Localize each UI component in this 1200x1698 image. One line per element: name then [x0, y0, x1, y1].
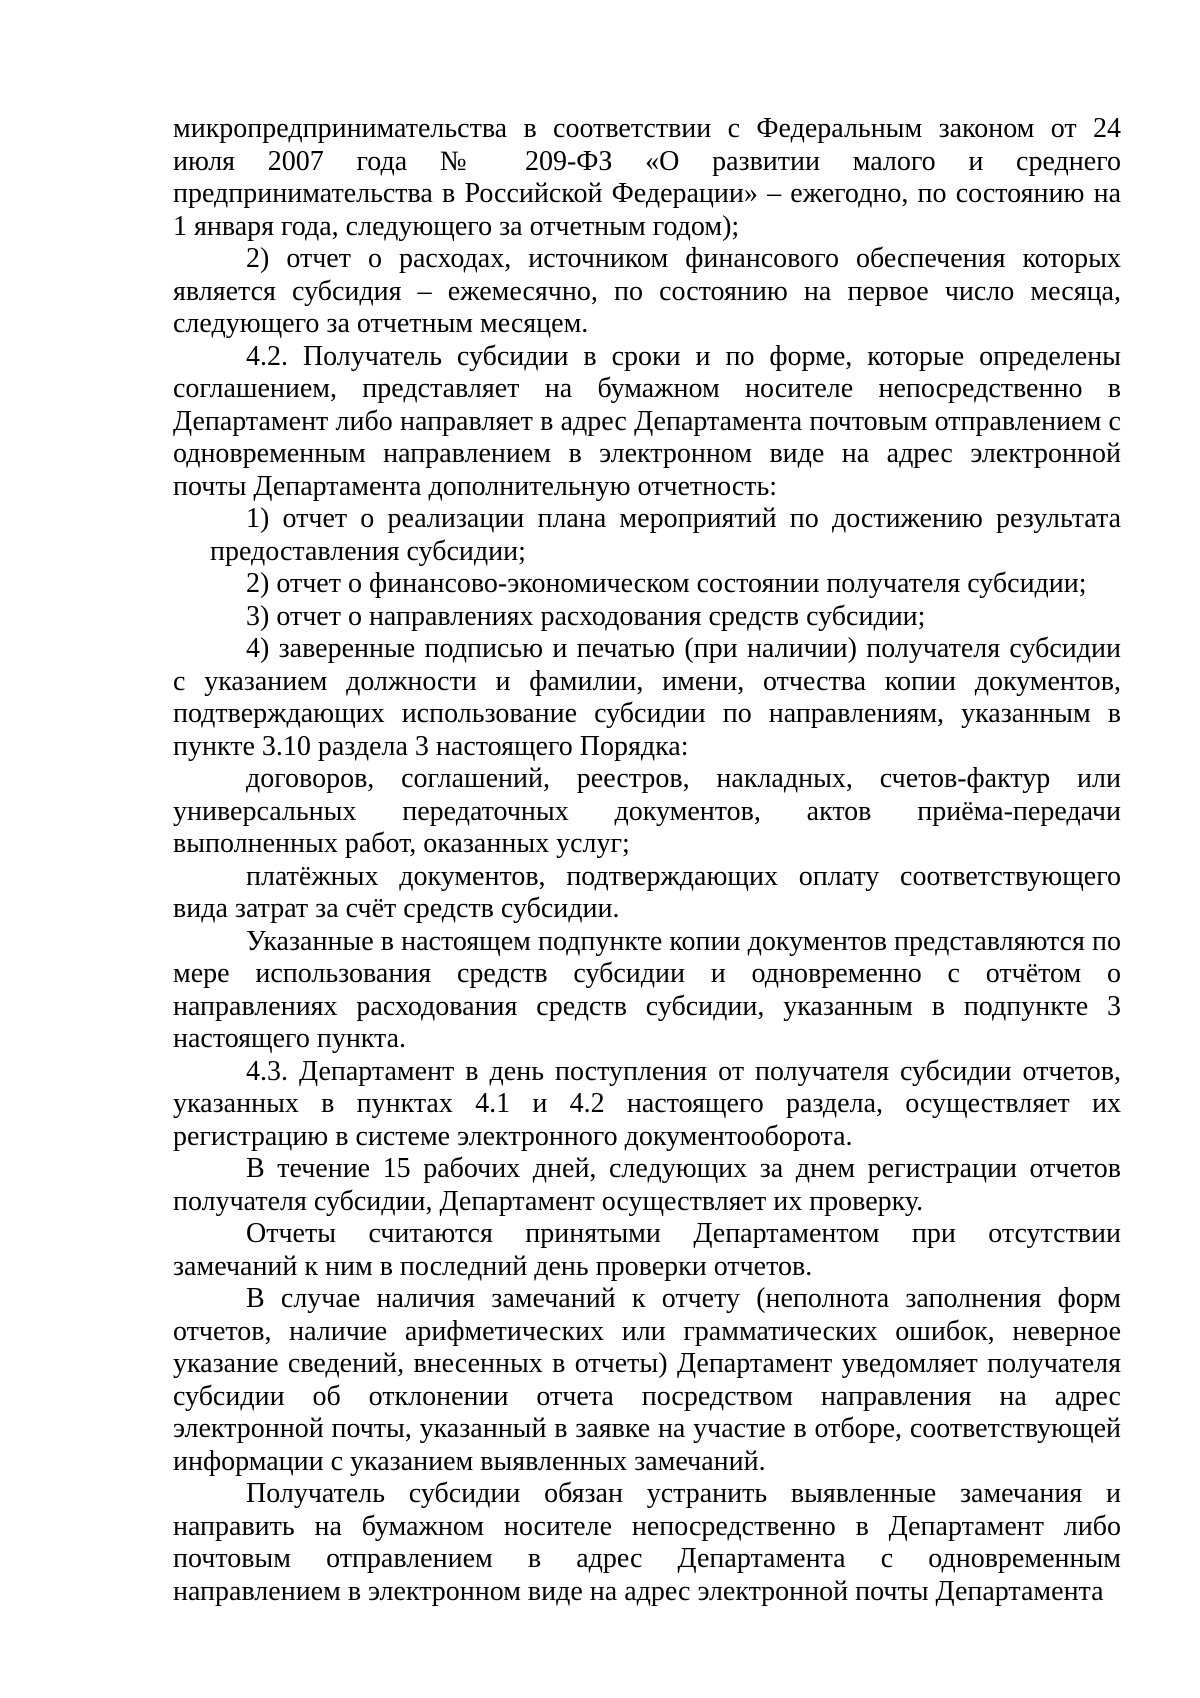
paragraph-4-2: 4.2. Получатель субсидии в сроки и по форме, которые определены соглашением, представляет на бумажном носителе непосредственно в Департамент либо направляет в адрес Департамента почтовым отправлением с одновременным направлением в электронном виде на адрес электронной почты Департамента дополнительную отчетность:	[173, 340, 1121, 502]
paragraph-remarks: В случае наличия замечаний к отчету (неполнота заполнения форм отчетов, наличие арифметических или грамматических ошибок, неверное указание сведений, внесенных в отчеты) Департамент уведомляет получателя субсидии об отклонении отчета посредством направления на адрес электронной почты, указанный в заявке на участие в отборе, соответствующей информации с указанием выявленных замечаний.	[173, 1283, 1121, 1477]
paragraph-report-expenses: 2) отчет о расходах, источником финансового обеспечения которых является субсидия – ежемесячно, по состоянию на первое число месяца, следующего за отчетным месяцем.	[173, 243, 1121, 339]
list-item-1: 1) отчет о реализации плана мероприятий по достижению результата предоставления субсидии;	[210, 503, 1121, 567]
list-item-3: 3) отчет о направлениях расходования средств субсидии;	[246, 600, 926, 632]
sub-item-contracts: договоров, соглашений, реестров, накладных, счетов-фактур или универсальных передаточных документов, актов приёма-передачи выполненных работ, оказанных услуг;	[173, 763, 1121, 859]
paragraph-reports-accepted: Отчеты считаются принятыми Департаментом при отсутствии замечаний к ним в последний день проверки отчетов.	[173, 1218, 1121, 1282]
list-item-2: 2) отчет о финансово-экономическом состоянии получателя субсидии;	[246, 568, 1087, 599]
sub-item-payments: платёжных документов, подтверждающих оплату соответствующего вида затрат за счёт средств субсидии.	[173, 860, 1121, 924]
paragraph-4-3: 4.3. Департамент в день поступления от получателя субсидии отчетов, указанных в пунктах 4.1 и 4.2 настоящего раздела, осуществляет их регистрацию в системе электронного документооборота.	[173, 1055, 1121, 1152]
document-page	[173, 113, 1121, 1608]
paragraph-verification-period: В течение 15 рабочих дней, следующих за днем регистрации отчетов получателя субсидии, Департамент осуществляет их проверку.	[173, 1153, 1121, 1217]
paragraph-continuation: микропредпринимательства в соответствии с Федеральным законом от 24 июля 2007 года № 209-ФЗ «О развитии малого и среднего предпринимательства в Российской Федерации» – ежегодно, по состоянию на 1 января года, следующего за отчетным годом);	[173, 113, 1121, 242]
paragraph-copies-note: Указанные в настоящем подпункте копии документов представляются по мере использования средств субсидии и одновременно с отчётом о направлениях расходования средств субсидии, указанным в подпункте 3 настоящего пункта.	[173, 925, 1121, 1054]
paragraph-recipient-obligation: Получатель субсидии обязан устранить выявленные замечания и направить на бумажном носителе непосредственно в Департамент либо почтовым отправлением в адрес Департамента с одновременным направлением в электронном виде на адрес электронной почты Департамента	[173, 1478, 1121, 1607]
list-item-4: 4) заверенные подписью и печатью (при наличии) получателя субсидии с указанием должности и фамилии, имени, отчества копии документов, подтверждающих использование субсидии по направлениям, указанным в пункте 3.10 раздела 3 настоящего Порядка:	[173, 633, 1121, 762]
